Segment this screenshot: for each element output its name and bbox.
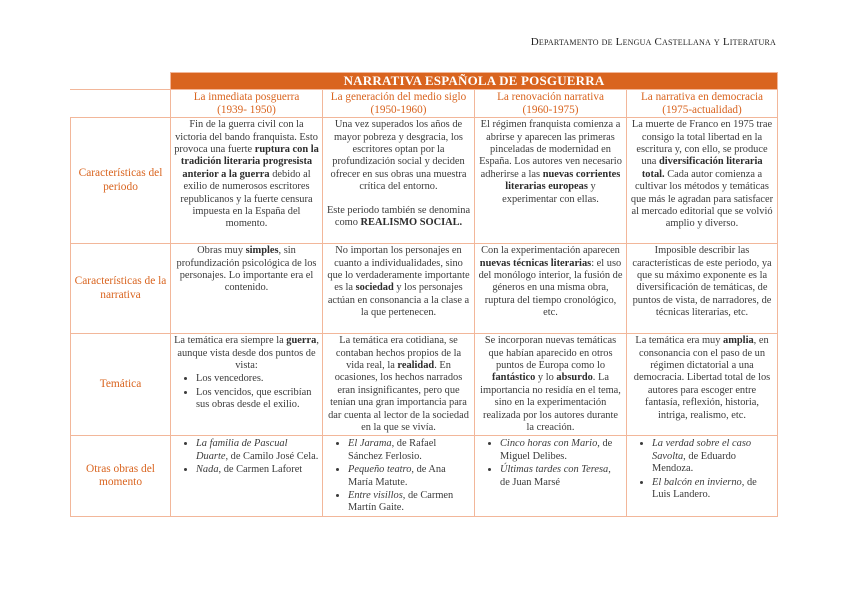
cell-periodo-democracia: La muerte de Franco en 1975 trae consigo la total libertad en la escritura y, con ello, se produce una diversificación literaria total. Cada autor comienza a cultivar los métodos y temáticas que más le agradan para satisfacer al mercado editorial que se volvió amplio y diverso. bbox=[627, 118, 778, 244]
list-item: • El Jarama, de Rafael Sánchez Ferlosio. bbox=[348, 437, 471, 463]
cell-obras-democracia bbox=[627, 436, 778, 516]
cell-tematica-renovacion: Se incorporan nuevas temáticas que habían aparecido en otros puntos de Europa como lo fantástico y lo absurdo. La importancia no residía en el tema, sino en la experimentación realizada por los autores durante la creación. bbox=[475, 334, 627, 436]
table-row bbox=[71, 244, 778, 334]
cell-narrativa-medio-siglo: No importan los personajes en cuanto a individualidades, sino que lo verdaderamente importante es la sociedad y los personajes actúan en consonancia a la clase a la que pertenecen. bbox=[323, 244, 475, 334]
tematica-posguerra-list bbox=[174, 372, 319, 411]
cell-periodo-posguerra: Fin de la guerra civil con la victoria del bando franquista. Esto provoca una fuerte ruptura con la tradición literaria progresista anterior a la guerra debido al exilio de numerosos escritores republicanos y la fuerte censura impuesta en la España del momento. bbox=[171, 118, 323, 244]
obras-democracia-list bbox=[630, 437, 774, 501]
obras-medio-siglo-list bbox=[326, 437, 471, 514]
column-header-inmediata-posguerra: La inmediata posguerra (1939- 1950) bbox=[171, 90, 323, 118]
column-header-renovacion: La renovación narrativa (1960-1975) bbox=[475, 90, 627, 118]
cell-tematica-medio-siglo: La temática era cotidiana, se contaban hechos propios de la vida real, la realidad. En ocasiones, los hechos narrados eran insignificantes, pero que tenían una gran importancia para dar cuenta al lector de la sociedad en la que se vivía. bbox=[323, 334, 475, 436]
list-item: • Pequeño teatro, de Ana María Matute. bbox=[348, 463, 471, 489]
tematica-posguerra-intro: La temática era siempre la guerra, aunque vista desde dos puntos de vista: bbox=[174, 335, 319, 371]
list-item: • La verdad sobre el caso Savolta, de Eduardo Mendoza. bbox=[652, 437, 774, 475]
list-item: • Últimas tardes con Teresa, de Juan Marsé bbox=[500, 463, 623, 489]
obras-posguerra-list bbox=[174, 437, 319, 476]
list-item: • Los vencedores. bbox=[196, 372, 319, 385]
cell-periodo-medio-siglo: Una vez superados los años de mayor pobreza y desgracia, los escritores optan por la profundización social y deciden ofrecer en sus obras una muestra crítica del entorno. Este periodo también se denomina como REALISMO SOCIAL. bbox=[323, 118, 475, 244]
cell-narrativa-democracia: Imposible describir las características de este periodo, ya que su máximo exponente es la diversificación de temáticas, de puntos de vista, de narradores, de técnicas literarias, etc. bbox=[627, 244, 778, 334]
cell-obras-renovacion bbox=[475, 436, 627, 516]
book-title: Últimas tardes con Teresa bbox=[500, 464, 609, 476]
document-header: Departamento de Lengua Castellana y Literatura bbox=[530, 36, 776, 48]
cell-obras-medio-siglo bbox=[323, 436, 475, 516]
list-item: • La familia de Pascual Duarte, de Camilo José Cela. bbox=[196, 437, 319, 463]
row-label-obras: Otras obras del momento bbox=[71, 436, 171, 516]
column-header-row bbox=[71, 90, 778, 118]
book-title: Pequeño teatro bbox=[348, 464, 412, 476]
list-item: • Los vencidos, que escribían sus obras desde el exilio. bbox=[196, 386, 319, 412]
table-title-row bbox=[71, 73, 778, 90]
row-label-narrativa: Características de la narrativa bbox=[71, 244, 171, 334]
table-row bbox=[71, 334, 778, 436]
cell-obras-posguerra bbox=[171, 436, 323, 516]
cell-tematica-democracia: La temática era muy amplia, en consonancia con el paso de un régimen dictatorial a una democracia. Libertad total de los autores para escoger entre fantasía, reflexión, historia, intriga, realismo, etc. bbox=[627, 334, 778, 436]
list-item: • Nada, de Carmen Laforet bbox=[196, 463, 319, 476]
empty-corner-2 bbox=[71, 90, 171, 118]
column-header-democracia: La narrativa en democracia (1975-actualidad) bbox=[627, 90, 778, 118]
empty-corner bbox=[71, 73, 171, 90]
list-item: • Cinco horas con Mario, de Miguel Delibes. bbox=[500, 437, 623, 463]
book-title: Nada bbox=[196, 464, 219, 476]
column-header-medio-siglo: La generación del medio siglo (1950-1960) bbox=[323, 90, 475, 118]
cell-narrativa-posguerra: Obras muy simples, sin profundización psicológica de los personajes. Lo importante era el contenido. bbox=[171, 244, 323, 334]
table-title: NARRATIVA ESPAÑOLA DE POSGUERRA bbox=[171, 73, 778, 90]
list-item: • Entre visillos, de Carmen Martín Gaite. bbox=[348, 489, 471, 515]
cell-narrativa-renovacion: Con la experimentación aparecen nuevas técnicas literarias: el uso del monólogo interior, la fusión de géneros en una misma obra, ruptura del tiempo cronológico, etc. bbox=[475, 244, 627, 334]
obras-renovacion-list bbox=[478, 437, 623, 489]
narrativa-table bbox=[70, 72, 778, 517]
book-title: Entre visillos bbox=[348, 490, 403, 502]
cell-periodo-renovacion: El régimen franquista comienza a abrirse y aparecen las primeras pinceladas de modernidad en España. Los autores ven necesario adherirse a las nuevas corrientes literarias europeas y experimentar con ellas. bbox=[475, 118, 627, 244]
cell-tematica-posguerra bbox=[171, 334, 323, 436]
table-row bbox=[71, 118, 778, 244]
row-label-tematica: Temática bbox=[71, 334, 171, 436]
book-title: La familia de Pascual Duarte bbox=[196, 438, 288, 462]
book-title: El Jarama bbox=[348, 438, 392, 450]
list-item: • El balcón en invierno, de Luis Landero. bbox=[652, 476, 774, 502]
book-title: El balcón en invierno bbox=[652, 476, 742, 488]
table-row bbox=[71, 436, 778, 516]
book-title: La verdad sobre el caso Savolta bbox=[652, 438, 752, 462]
row-label-periodo: Características del periodo bbox=[71, 118, 171, 244]
book-title: Cinco horas con Mario bbox=[500, 438, 598, 450]
